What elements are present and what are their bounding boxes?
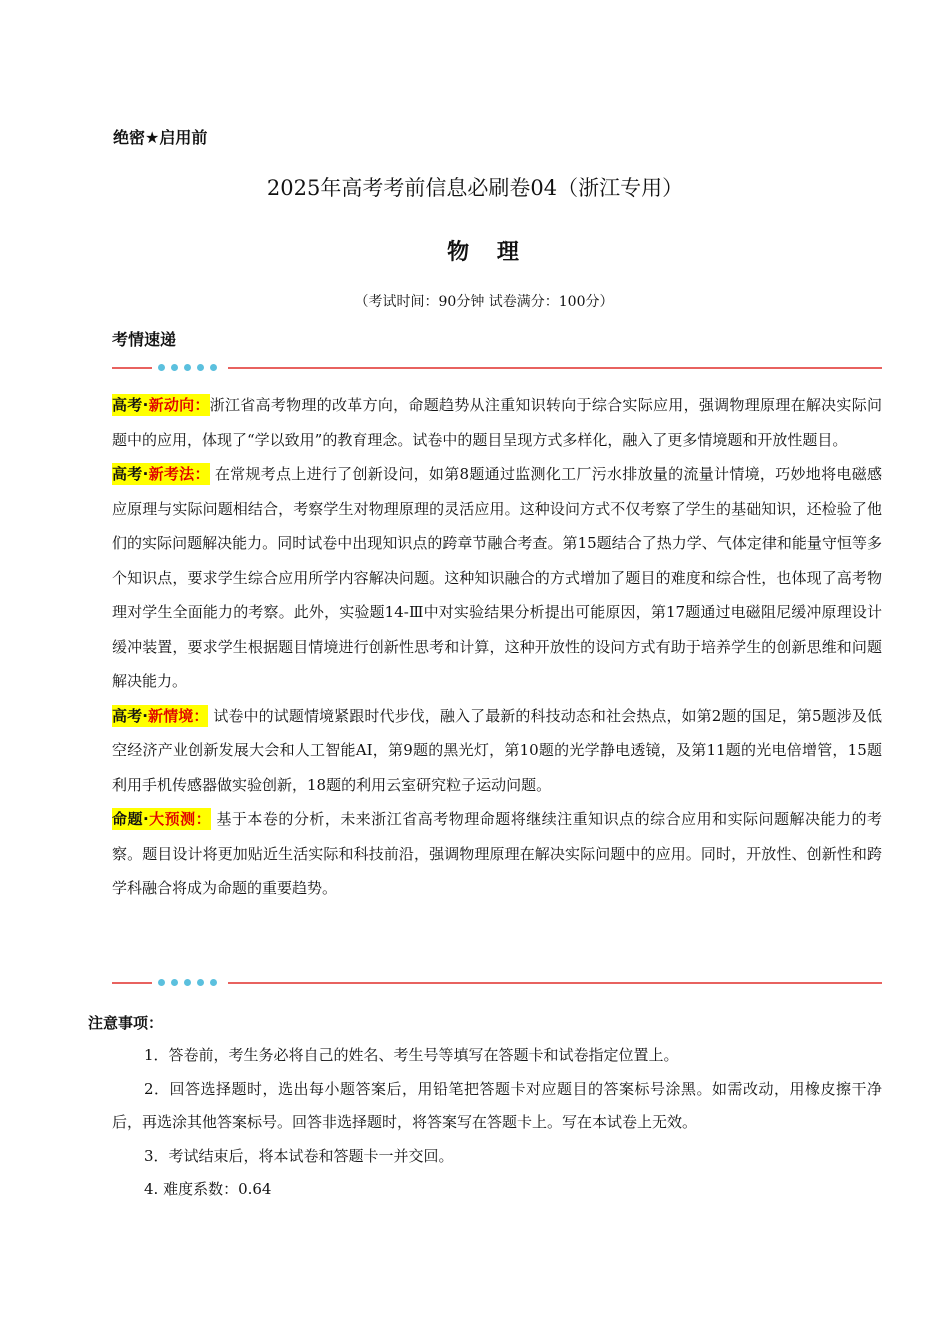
label-new-trend: 高考·新动向： [112, 396, 210, 414]
note-item: 1．答卷前，考生务必将自己的姓名、考生号等填写在答题卡和试卷指定位置上。 [144, 1046, 679, 1064]
label-new-method: 高考·新考法： [112, 465, 210, 483]
divider-bottom [112, 977, 882, 989]
divider-dots [156, 362, 222, 374]
overview-box [112, 388, 882, 906]
overview-item-prediction: 命题·大预测： 基于本卷的分析，未来浙江省高考物理命题将继续注重知识点的综合应用和实际问题解决能力的考察。题目设计将更加贴近生活实际和科技前沿，强调物理原理在解决实际问题中的应用。同时，开放性、创新性和跨学科融合将成为命题的重要趋势。 [112, 810, 882, 897]
page-title: 2025年高考考前信息必刷卷04（浙江专用） [266, 176, 684, 200]
overview-item-new-context: 高考·新情境： 试卷中的试题情境紧跟时代步伐，融入了最新的科技动态和社会热点，如第2题的国足，第5题涉及低空经济产业创新发展大会和人工智能AI，第9题的黑光灯，第10题的光学静电透镜，及第11题的光电倍增管，15题利用手机传感器做实验创新，18题的利用云室研究粒子运动问题。 [112, 706, 882, 794]
divider-dots [156, 977, 222, 989]
notes-list [112, 1039, 882, 1207]
label-prediction: 命题·大预测： [112, 810, 212, 828]
note-item: 2．回答选择题时，选出每小题答案后，用铅笔把答题卡对应题目的答案标号涂黑。如需改动，用橡皮擦干净后，再选涂其他答案标号。回答非选择题时，将答案写在答题卡上。写在本试卷上无效。 [112, 1079, 882, 1131]
note-item: 4. 难度系数：0.64 [144, 1180, 272, 1198]
exam-info: （考试时间：90分钟 试卷满分：100分） [354, 294, 614, 310]
overview-item-new-trend: 高考·新动向：浙江省高考物理的改革方向，命题趋势从注重知识转向于综合实际应用，强调物理原理在解决实际问题中的应用，体现了“学以致用”的教育理念。试卷中的题目呈现方式多样化，融入了更多情境题和开放性题目。 [112, 396, 882, 449]
overview-item-new-method: 高考·新考法： 在常规考点上进行了创新设问，如第8题通过监测化工厂污水排放量的流量计情境，巧妙地将电磁感应原理与实际问题相结合，考察学生对物理原理的灵活应用。这种设问方式不仅考察了学生的基础知识，还检验了他们的实际问题解决能力。同时试卷中出现知识点的跨章节融合考查。第15题结合了热力学、气体定律和能量守恒等多个知识点，要求学生综合应用所学内容解决问题。这种知识融合的方式增加了题目的难度和综合性，也体现了高考物理对学生全面能力的考察。此外，实验题14-Ⅲ中对实验结果分析提出可能原因，第17题通过电磁阻尼缓冲原理设计缓冲装置，要求学生根据题目情境进行创新性思考和计算，这种开放性的设问方式有助于培养学生的创新思维和问题解决能力。 [112, 465, 882, 690]
note-item: 3．考试结束后，将本试卷和答题卡一并交回。 [144, 1146, 454, 1165]
label-new-context: 高考·新情境： [112, 706, 209, 725]
overview-heading: 考情速递 [112, 330, 177, 349]
subject-title: 物 理 [447, 240, 529, 265]
notes-heading: 注意事项： [88, 1014, 164, 1032]
divider-top [112, 362, 882, 374]
secret-mark: 绝密★启用前 [113, 128, 208, 147]
